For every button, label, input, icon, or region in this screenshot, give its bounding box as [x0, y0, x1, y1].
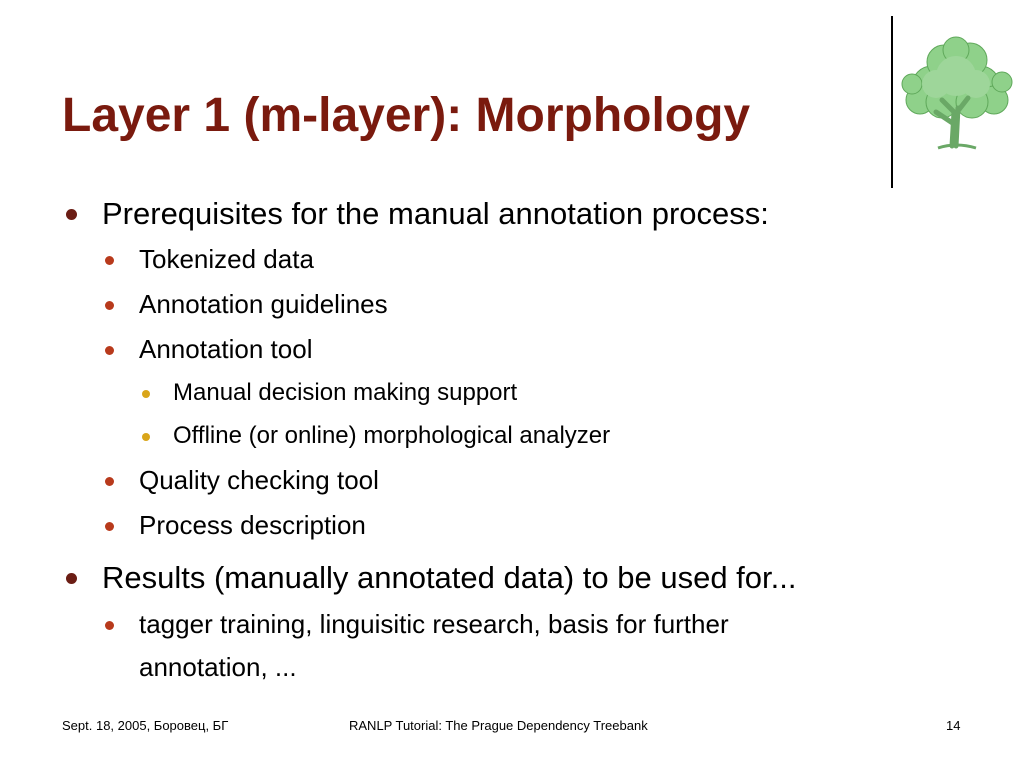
bullet-text: Offline (or online) morphological analyzer	[173, 422, 611, 449]
footer-page-number: 14	[946, 718, 961, 733]
bullet-text: Results (manually annotated data) to be used for...	[102, 560, 797, 595]
footer-event: RANLP Tutorial: The Prague Dependency Treebank	[349, 718, 648, 733]
bullet-text: Annotation tool	[139, 334, 313, 364]
bullet-dot	[142, 433, 150, 441]
bullet-text: Tokenized data	[139, 244, 314, 274]
bullet-text: Annotation guidelines	[139, 289, 388, 319]
bullet-text: Quality checking tool	[139, 465, 379, 495]
bullet-dot	[105, 477, 114, 486]
bullet-dot	[105, 621, 114, 630]
bullet-text: Prerequisites for the manual annotation process:	[102, 196, 769, 231]
tree-icon	[898, 34, 1014, 152]
footer-date-place: Sept. 18, 2005, Боровец, БГ	[62, 718, 229, 733]
bullet-dot	[66, 573, 77, 584]
bullet-text: Manual decision making support	[173, 379, 518, 406]
bullet-dot	[105, 256, 114, 265]
bullet-dot	[105, 301, 114, 310]
bullet-text: tagger training, linguisitic research, basis for further	[139, 609, 729, 639]
bullet-dot	[142, 390, 150, 398]
bullet-dot	[66, 209, 77, 220]
bullet-dot	[105, 346, 114, 355]
bullet-text: Process description	[139, 510, 366, 540]
title-divider	[891, 16, 893, 188]
bullet-dot	[105, 522, 114, 531]
slide-title: Layer 1 (m-layer): Morphology	[62, 89, 751, 142]
bullet-text: annotation, ...	[139, 652, 297, 682]
